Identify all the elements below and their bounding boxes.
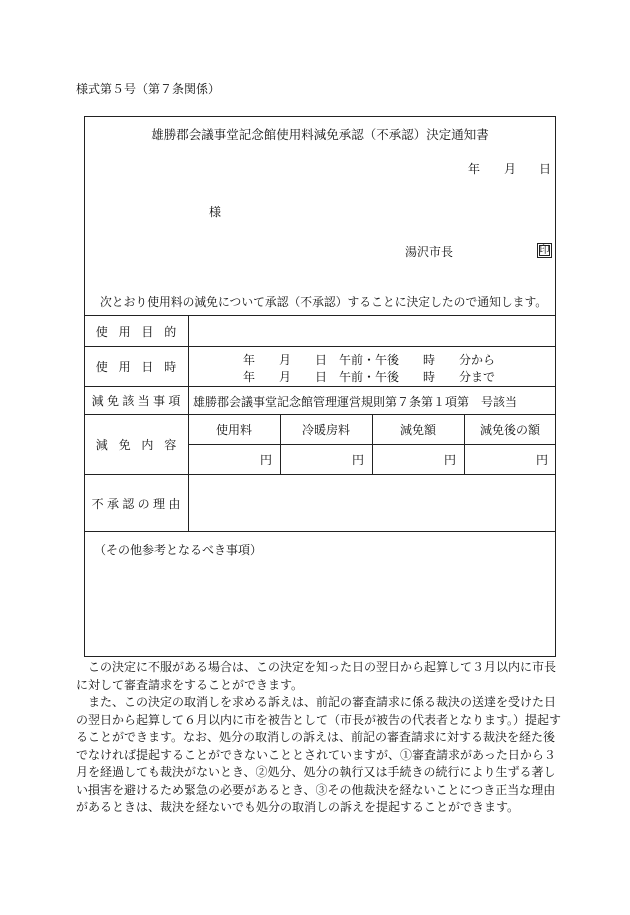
table-line (84, 531, 556, 532)
unit-reduction-amount: 円 (443, 453, 456, 467)
other-note: （その他参考となるべき事項） (94, 543, 263, 557)
date-year: 年 (468, 162, 481, 176)
recipient-suffix: 様 (209, 205, 222, 219)
seal-char: 印 (539, 245, 550, 256)
form-number: 様式第５号（第７条関係） (76, 82, 221, 96)
reason-label: 不承認の理由 (91, 496, 184, 511)
datetime-from: 年 月 日 午前・午後 時 分から (243, 353, 496, 367)
header-aircon-fee: 冷暖房料 (301, 423, 350, 437)
date-month: 月 (504, 162, 517, 176)
seal-stamp (537, 243, 552, 258)
date-day: 日 (539, 162, 552, 176)
document-title: 雄勝郡会議事堂記念館使用料減免承認（不承認）決定通知書 (151, 127, 489, 142)
notice-paragraph-1: この決定に不服がある場合は、この決定を知った日の翌日から起算して３月以内に市長に対して審査請求をすることができます。 (76, 660, 557, 692)
issuer-name: 湯沢市長 (405, 245, 454, 259)
applicable-label: 減免該当事項 (91, 394, 184, 408)
notice-paragraph-2: また、この決定の取消しを求める訴えは、前記の審査請求に係る裁決の送達を受けた日の翌日から起算して６月以内に市を被告として（市長が被告の代表者となります。）提起することができます。なお、処分の取消しの訴えは、前記の審査請求に対する裁決を経た後でなければ提起することができないこととされていますが、①審査請求があった日から３月を経過しても裁決がないとき、②処分、処分の執行又は手続きの続行により生ずる著しい損害を避けるため緊急の必要があるとき、③その他裁決を経ないことにつき正当な理由があるときは、裁決を経ないでも処分の取消しの訴えを提起することができます。 (76, 695, 562, 814)
unit-aircon-fee: 円 (351, 453, 364, 467)
header-usage-fee: 使用料 (215, 423, 252, 437)
unit-after-amount: 円 (535, 453, 548, 467)
content-label: 減免内容 (95, 438, 187, 452)
applicable-value: 雄勝郡会議事堂記念館管理運営規則第７条第１項第 号該当 (193, 395, 518, 409)
header-reduction-amount: 減免額 (399, 423, 436, 437)
datetime-to: 年 月 日 午前・午後 時 分まで (243, 370, 496, 384)
datetime-label: 使用日時 (95, 360, 187, 374)
purpose-label: 使用目的 (95, 324, 187, 339)
header-after-amount: 減免後の額 (479, 423, 540, 437)
intro-text: 次とおり使用料の減免について承認（不承認）することに決定したので通知します。 (100, 295, 548, 309)
unit-usage-fee: 円 (259, 453, 272, 467)
